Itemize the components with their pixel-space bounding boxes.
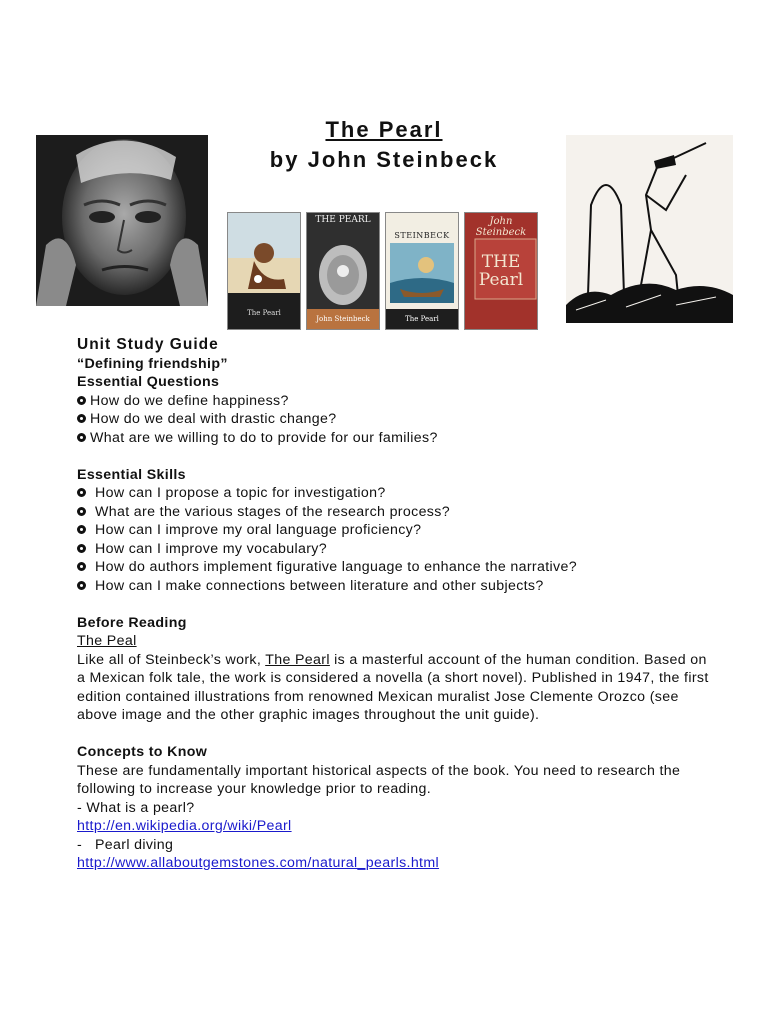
before-reading-heading: Before Reading	[77, 614, 187, 631]
concept-item-diving: - Pearl diving	[77, 836, 174, 853]
skill-item: How can I improve my oral language proficiency?	[77, 521, 717, 540]
before-reading-subheading: The Peal	[77, 633, 137, 649]
skill-item: How do authors implement figurative language to enhance the narrative?	[77, 558, 717, 577]
bullet-icon	[77, 544, 86, 553]
cover-2-title: THE PEARL	[315, 215, 371, 225]
unit-theme: “Defining friendship”	[77, 355, 228, 372]
unit-heading: Unit Study Guide	[77, 336, 219, 353]
book-author: by John Steinbeck	[269, 147, 499, 172]
cover-3-author: STEINBECK	[394, 231, 450, 240]
cover-3-title: The Pearl	[405, 315, 439, 323]
concept-item-pearl: - What is a pearl?	[77, 799, 195, 816]
question-item: How do we deal with drastic change?	[77, 410, 717, 429]
bullet-icon	[77, 525, 86, 534]
skill-item: What are the various stages of the research process?	[77, 503, 717, 522]
orozco-illustration	[566, 135, 733, 323]
study-guide-body	[77, 336, 717, 873]
skill-item: How can I make connections between literature and other subjects?	[77, 577, 717, 596]
book-cover-4	[465, 213, 537, 329]
cover-1-title: The Pearl	[247, 309, 281, 317]
essential-questions-heading: Essential Questions	[77, 374, 220, 390]
before-reading-paragraph: Like all of Steinbeck’s work, The Pearl is a masterful account of the human condition. Based on a Mexican folk tale, the work is considered a novella (a short novel). Published in 1947, the first edition contained illustrations from renowned Mexican muralist Jose Clemente Orozco (see above image and the other graphic images throughout the unit guide).	[77, 651, 709, 723]
bullet-icon	[77, 396, 86, 405]
bullet-icon	[77, 414, 86, 423]
question-item: How do we define happiness?	[77, 392, 717, 411]
bullet-icon	[77, 581, 86, 590]
book-title: The Pearl	[325, 117, 443, 142]
bullet-icon	[77, 488, 86, 497]
essential-skills-heading: Essential Skills	[77, 466, 186, 483]
question-item: What are we willing to do to provide for our families?	[77, 429, 717, 448]
gemstones-pearls-link[interactable]: http://www.allaboutgemstones.com/natural_pearls.html	[77, 855, 440, 871]
author-photo	[36, 135, 208, 306]
cover-4-title: THE Pearl	[478, 252, 524, 290]
wikipedia-pearl-link[interactable]: http://en.wikipedia.org/wiki/Pearl	[77, 818, 292, 834]
bullet-icon	[77, 507, 86, 516]
book-cover-2	[307, 213, 379, 329]
concepts-intro: These are fundamentally important historical aspects of the book. You need to research the following to increase your knowledge prior to reading.	[77, 762, 681, 797]
book-cover-1	[228, 213, 300, 329]
cover-2-author: John Steinbeck	[316, 315, 370, 323]
concepts-heading: Concepts to Know	[77, 744, 208, 760]
book-title-inline: The Pearl	[265, 651, 330, 668]
cover-4-author: John Steinbeck	[475, 216, 527, 238]
bullet-icon	[77, 433, 86, 442]
bullet-icon	[77, 562, 86, 571]
skill-item: How can I improve my vocabulary?	[77, 540, 717, 559]
book-cover-3	[386, 213, 458, 329]
skill-item: How can I propose a topic for investigation?	[77, 484, 717, 503]
